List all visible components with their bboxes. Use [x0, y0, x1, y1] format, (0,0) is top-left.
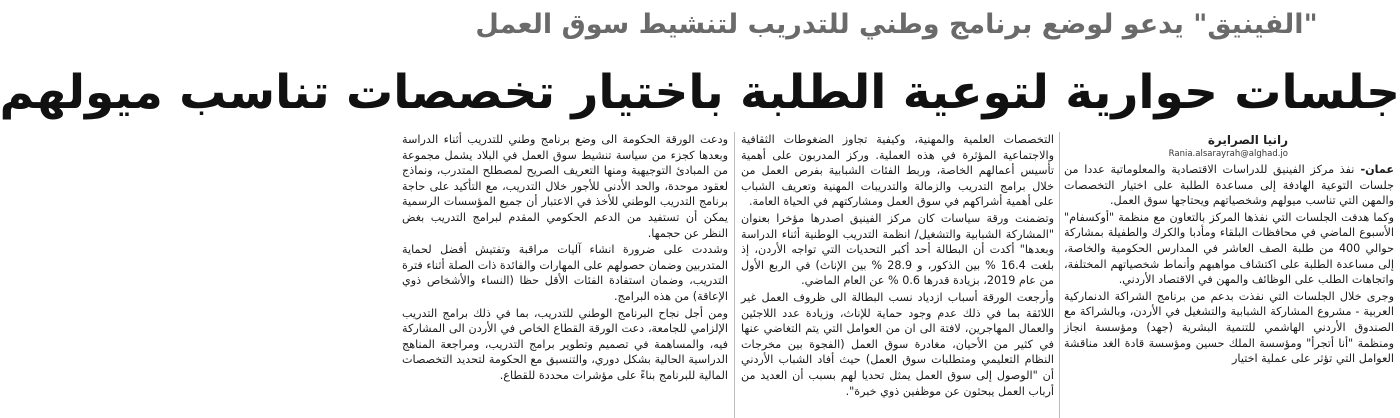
paragraph [402, 132, 728, 241]
dateline: عمان- [1354, 163, 1394, 176]
author-name: رانيا الصرايرة [1207, 133, 1288, 147]
article-column-1 [1064, 132, 1394, 418]
byline [1064, 132, 1394, 162]
paragraph-text: نفذ مركز الفينيق للدراسات الاقتصادية والمعلوماتية عددا من جلسات التوعية الهادفة إلى مساعدة الطلبة على اختيار التخصصات والمهن التي تناسب ميولهم وشخصياتهم ويحتاجها سوق العمل. [1064, 163, 1394, 208]
paragraph [741, 290, 1054, 399]
paragraph [741, 132, 1054, 210]
paragraph [741, 211, 1054, 289]
paragraph-text: ومن أجل نجاح البرنامج الوطني للتدريب، بما في ذلك برامج التدريب الإلزامي للجامعة، دعت الورقة القطاع الخاص في الأردن الى المشاركة فيه، والمساهمة في تصميم وتطوير برامج التدريب، ومراجعة المناهج الدراسية الحالية بشكل دوري، والتنسيق مع الحكومة لتحديد التخصصات المالية للبرنامج بناءً على مؤشرات محددة للقطاع. [402, 306, 728, 382]
paragraph [1064, 210, 1394, 288]
paragraph-text: وشددت على ضرورة انشاء آليات مراقبة وتفتيش أفضل لحماية المتدربين وضمان حصولهم على المهارات والفائدة ذات الصلة أثناء فترة التدريب، وضمان استفادة الفئات الأقل حظا (النساء والأشخاص ذوي الإعاقة) من هذه البرامج. [402, 243, 728, 303]
article-headline: جلسات حوارية لتوعية الطلبة باختيار تخصصات تناسب ميولهم [0, 65, 1400, 120]
article-kicker: "الفينيق" يدعو لوضع برنامج وطني للتدريب لتنشيط سوق العمل [475, 9, 1318, 40]
paragraph [1064, 162, 1394, 209]
paragraph [402, 242, 728, 304]
paragraph-text: وكما هدفت الجلسات التي نفذها المركز بالتعاون مع منظمة "أوكسفام" الأسبوع الماضي في محافظات البلقاء ومأدبا والكرك والطفيلة بمشاركة حوالي 400 من طلبة الصف العاشر في المدارس الحكومية والخاصة، إلى مساعدة الطلبة على اكتشاف مواهبهم وأنماط شخصياتهم المختلفة، واتجاهات الطلب على الوظائف والمهن في الاقتصاد الأردني. [1064, 210, 1395, 287]
paragraph [402, 306, 728, 384]
column-divider [1059, 132, 1060, 418]
author-email: Rania.alsarayrah@alghad.jo [1168, 149, 1288, 159]
column-divider [734, 132, 735, 418]
paragraph-text: وجرى خلال الجلسات التي نفذت بدعم من برنامج الشراكة الدنماركية العربية - مشروع المشاركة الشبابية والتشغيل في الأردن، وبالشراكة مع الصندوق الأردني الهاشمي للتنمية البشرية (جهد) ومؤسسة انجاز ومنظمة "أنا أتجرأ" ومؤسسة الملك حسين ومؤسسة قادة الغد مناقشة العوامل التي تؤثر على عملية اختيار [1064, 289, 1394, 366]
article-column-3 [402, 132, 728, 418]
article-column-2 [741, 132, 1054, 418]
paragraph-text: وأرجعت الورقة أسباب ازدياد نسب البطالة الى ظروف العمل غير اللائقة بما في ذلك عدم وجود حماية للإناث، وزيادة عدد اللاجئين والعمال المهاجرين، لافتة الى ان من العوامل التي يتم التغاضي عنها في كثير من الأحيان، مغادرة سوق العمل (الفجوة بين مخرجات النظام التعليمي ومتطلبات سوق العمل) حيث أفاد الشباب الأردني أن "الوصول إلى سوق العمل يمثل تحديا لهم بسبب أن العديد من أرباب العمل يبحثون عن موظفين ذوي خبرة". [741, 290, 1054, 398]
paragraph [1064, 289, 1394, 367]
paragraph-text: ودعت الورقة الحكومة الى وضع برنامج وطني للتدريب أثناء الدراسة وبعدها كجزء من سياسة تنشيط سوق العمل في البلاد يشمل مجموعة من المبادئ التوجيهية ومنها التعريف الصريح لمصطلح المتدرب، ونماذج لعقود موحدة، والحد الأدنى للأجور خلال التدريب، مع التأكيد على حاجة برنامج التدريب الوطني للأخذ في الاعتبار أن جميع المؤسسات الرسمية يمكن أن تستفيد من الدعم الحكومي المقدم لبرامج التدريب بغض النظر عن حجمها. [402, 133, 728, 240]
paragraph-text: وتضمنت ورقة سياسات كان مركز الفينيق اصدرها مؤخرا بعنوان "المشاركة الشبابية والتشغيل/ انظمة التدريب الوطنية أثناء الدراسة وبعدها" أكدت أن البطالة أحد أكبر التحديات التي تواجه الأردن، إذ بلغت 16.4 % بين الذكور، و 28.9 % بين الإناث) في الربع الأول من عام 2019، بزيادة قدرها 0.6 % عن العام الماضي. [741, 211, 1054, 288]
paragraph-text: التخصصات العلمية والمهنية، وكيفية تجاوز الضغوطات الثقافية والاجتماعية المؤثرة في هذه العملية. وركز المدربون على أهمية تأسيس أعمالهم الخاصة، وربط الفئات الشبابية بفرص العمل من خلال برامج التدريب والزمالة والتدريبات المهنية وتعريف الشباب على أهمية أشراكهم في سوق العمل ومشاركتهم في الحياة العامة. [741, 133, 1054, 209]
